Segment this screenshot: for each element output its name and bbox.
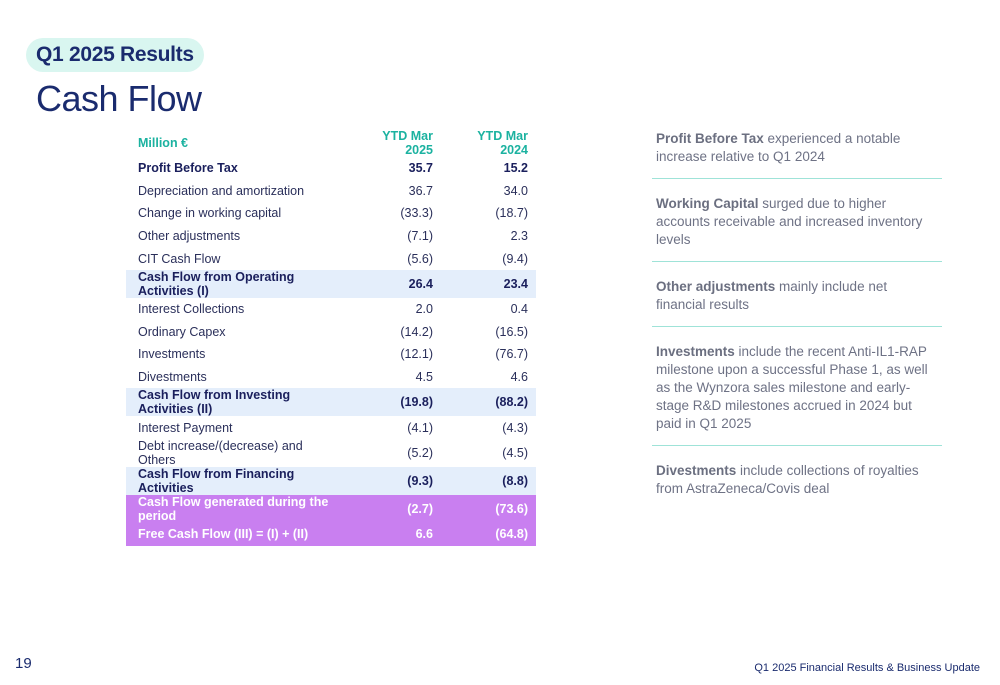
table-row xyxy=(126,439,536,467)
note-investments xyxy=(652,343,942,446)
value-2024: (16.5) xyxy=(495,324,528,339)
row-label: Cash Flow from Financing Activities xyxy=(126,467,346,495)
value-2024: (9.4) xyxy=(502,251,528,266)
value-2024: (8.8) xyxy=(441,467,536,495)
table-row xyxy=(126,321,536,344)
value-2024: 34.0 xyxy=(503,183,528,198)
note-working-capital xyxy=(652,195,942,262)
note-other-adjustments xyxy=(652,278,942,327)
cash-flow-table xyxy=(126,129,536,546)
value-2025: (19.8) xyxy=(346,388,441,416)
value-2025: (7.1) xyxy=(407,229,433,244)
row-label: Debt increase/(decrease) and Others xyxy=(138,438,303,467)
value-2025: 2.0 xyxy=(415,302,433,317)
value-2024: (76.7) xyxy=(495,347,528,362)
row-label: Interest Collections xyxy=(138,302,245,317)
value-2024: (18.7) xyxy=(495,206,528,221)
table-row xyxy=(126,247,536,270)
value-2025: (12.1) xyxy=(400,347,433,362)
row-label: Depreciation and amortization xyxy=(138,183,305,198)
note-heading: Divestments xyxy=(656,463,737,478)
total-row-free-cash-flow xyxy=(126,523,536,546)
page-title: Cash Flow xyxy=(36,78,202,119)
row-label: Free Cash Flow (III) = (I) + (II) xyxy=(126,523,346,546)
note-text: mainly include net financial results xyxy=(656,279,888,312)
value-2025: 4.5 xyxy=(415,370,433,385)
subtotal-row-operating xyxy=(126,270,536,298)
table-row xyxy=(126,225,536,248)
note-heading: Investments xyxy=(656,344,735,359)
commentary-panel xyxy=(652,130,942,526)
value-2024: 2.3 xyxy=(510,229,528,244)
table-row xyxy=(126,202,536,225)
value-2024: (73.6) xyxy=(441,495,536,523)
value-2025: 36.7 xyxy=(408,183,433,198)
column-header-2025: YTD Mar 2025 xyxy=(382,129,433,157)
table-row xyxy=(126,343,536,366)
row-label: Cash Flow from Operating Activities (I) xyxy=(126,270,346,298)
subtotal-row-financing xyxy=(126,467,536,495)
value-2024: 0.4 xyxy=(510,302,528,317)
row-label: Change in working capital xyxy=(138,206,282,221)
total-row-period xyxy=(126,495,536,523)
row-label: Investments xyxy=(138,347,206,362)
note-text: include collections of royalties from AstraZeneca/Covis deal xyxy=(656,463,919,496)
note-text: surged due to higher accounts receivable and increased inventory levels xyxy=(656,196,923,247)
table-row xyxy=(126,157,536,180)
value-2024: 4.6 xyxy=(510,370,528,385)
page-number: 19 xyxy=(15,655,32,672)
table-header-row xyxy=(126,129,536,157)
value-2025: (5.6) xyxy=(407,251,433,266)
value-2025: 6.6 xyxy=(346,523,441,546)
value-2025: (33.3) xyxy=(400,206,433,221)
row-label: CIT Cash Flow xyxy=(138,251,221,266)
row-label: Cash Flow generated during the period xyxy=(126,495,346,523)
column-header-unit: Million € xyxy=(138,136,188,150)
column-header-2024: YTD Mar 2024 xyxy=(477,129,528,157)
value-2025: (4.1) xyxy=(407,420,433,435)
row-label: Cash Flow from Investing Activities (II) xyxy=(126,388,346,416)
value-2024: 15.2 xyxy=(503,161,528,176)
note-heading: Working Capital xyxy=(656,196,759,211)
table-row xyxy=(126,298,536,321)
value-2025: 35.7 xyxy=(408,161,433,176)
section-badge: Q1 2025 Results xyxy=(26,38,204,72)
subtotal-row-investing xyxy=(126,388,536,416)
row-label: Profit Before Tax xyxy=(138,161,238,176)
note-text: experienced a notable increase relative to Q1 2024 xyxy=(656,131,901,164)
footer-text: Q1 2025 Financial Results & Business Update xyxy=(754,662,980,674)
value-2025: 26.4 xyxy=(346,270,441,298)
value-2024: (88.2) xyxy=(441,388,536,416)
note-divestments xyxy=(652,462,942,510)
note-profit-before-tax xyxy=(652,130,942,179)
table-row xyxy=(126,366,536,389)
value-2024: 23.4 xyxy=(441,270,536,298)
value-2024: (64.8) xyxy=(441,523,536,546)
note-heading: Profit Before Tax xyxy=(656,131,764,146)
value-2025: (14.2) xyxy=(400,324,433,339)
row-label: Other adjustments xyxy=(138,229,241,244)
row-label: Ordinary Capex xyxy=(138,324,226,339)
row-label: Interest Payment xyxy=(138,420,233,435)
note-text: include the recent Anti-IL1-RAP milestone upon a successful Phase 1, as well as the Wynzora sales milestone and early-stage R&D milestones accrued in 2024 but paid in Q1 2025 xyxy=(656,344,928,431)
value-2024: (4.5) xyxy=(502,445,528,460)
value-2025: (5.2) xyxy=(407,445,433,460)
value-2024: (4.3) xyxy=(502,420,528,435)
table-row xyxy=(126,180,536,203)
row-label: Divestments xyxy=(138,370,207,385)
value-2025: (2.7) xyxy=(346,495,441,523)
table-row xyxy=(126,416,536,439)
note-heading: Other adjustments xyxy=(656,279,776,294)
value-2025: (9.3) xyxy=(346,467,441,495)
